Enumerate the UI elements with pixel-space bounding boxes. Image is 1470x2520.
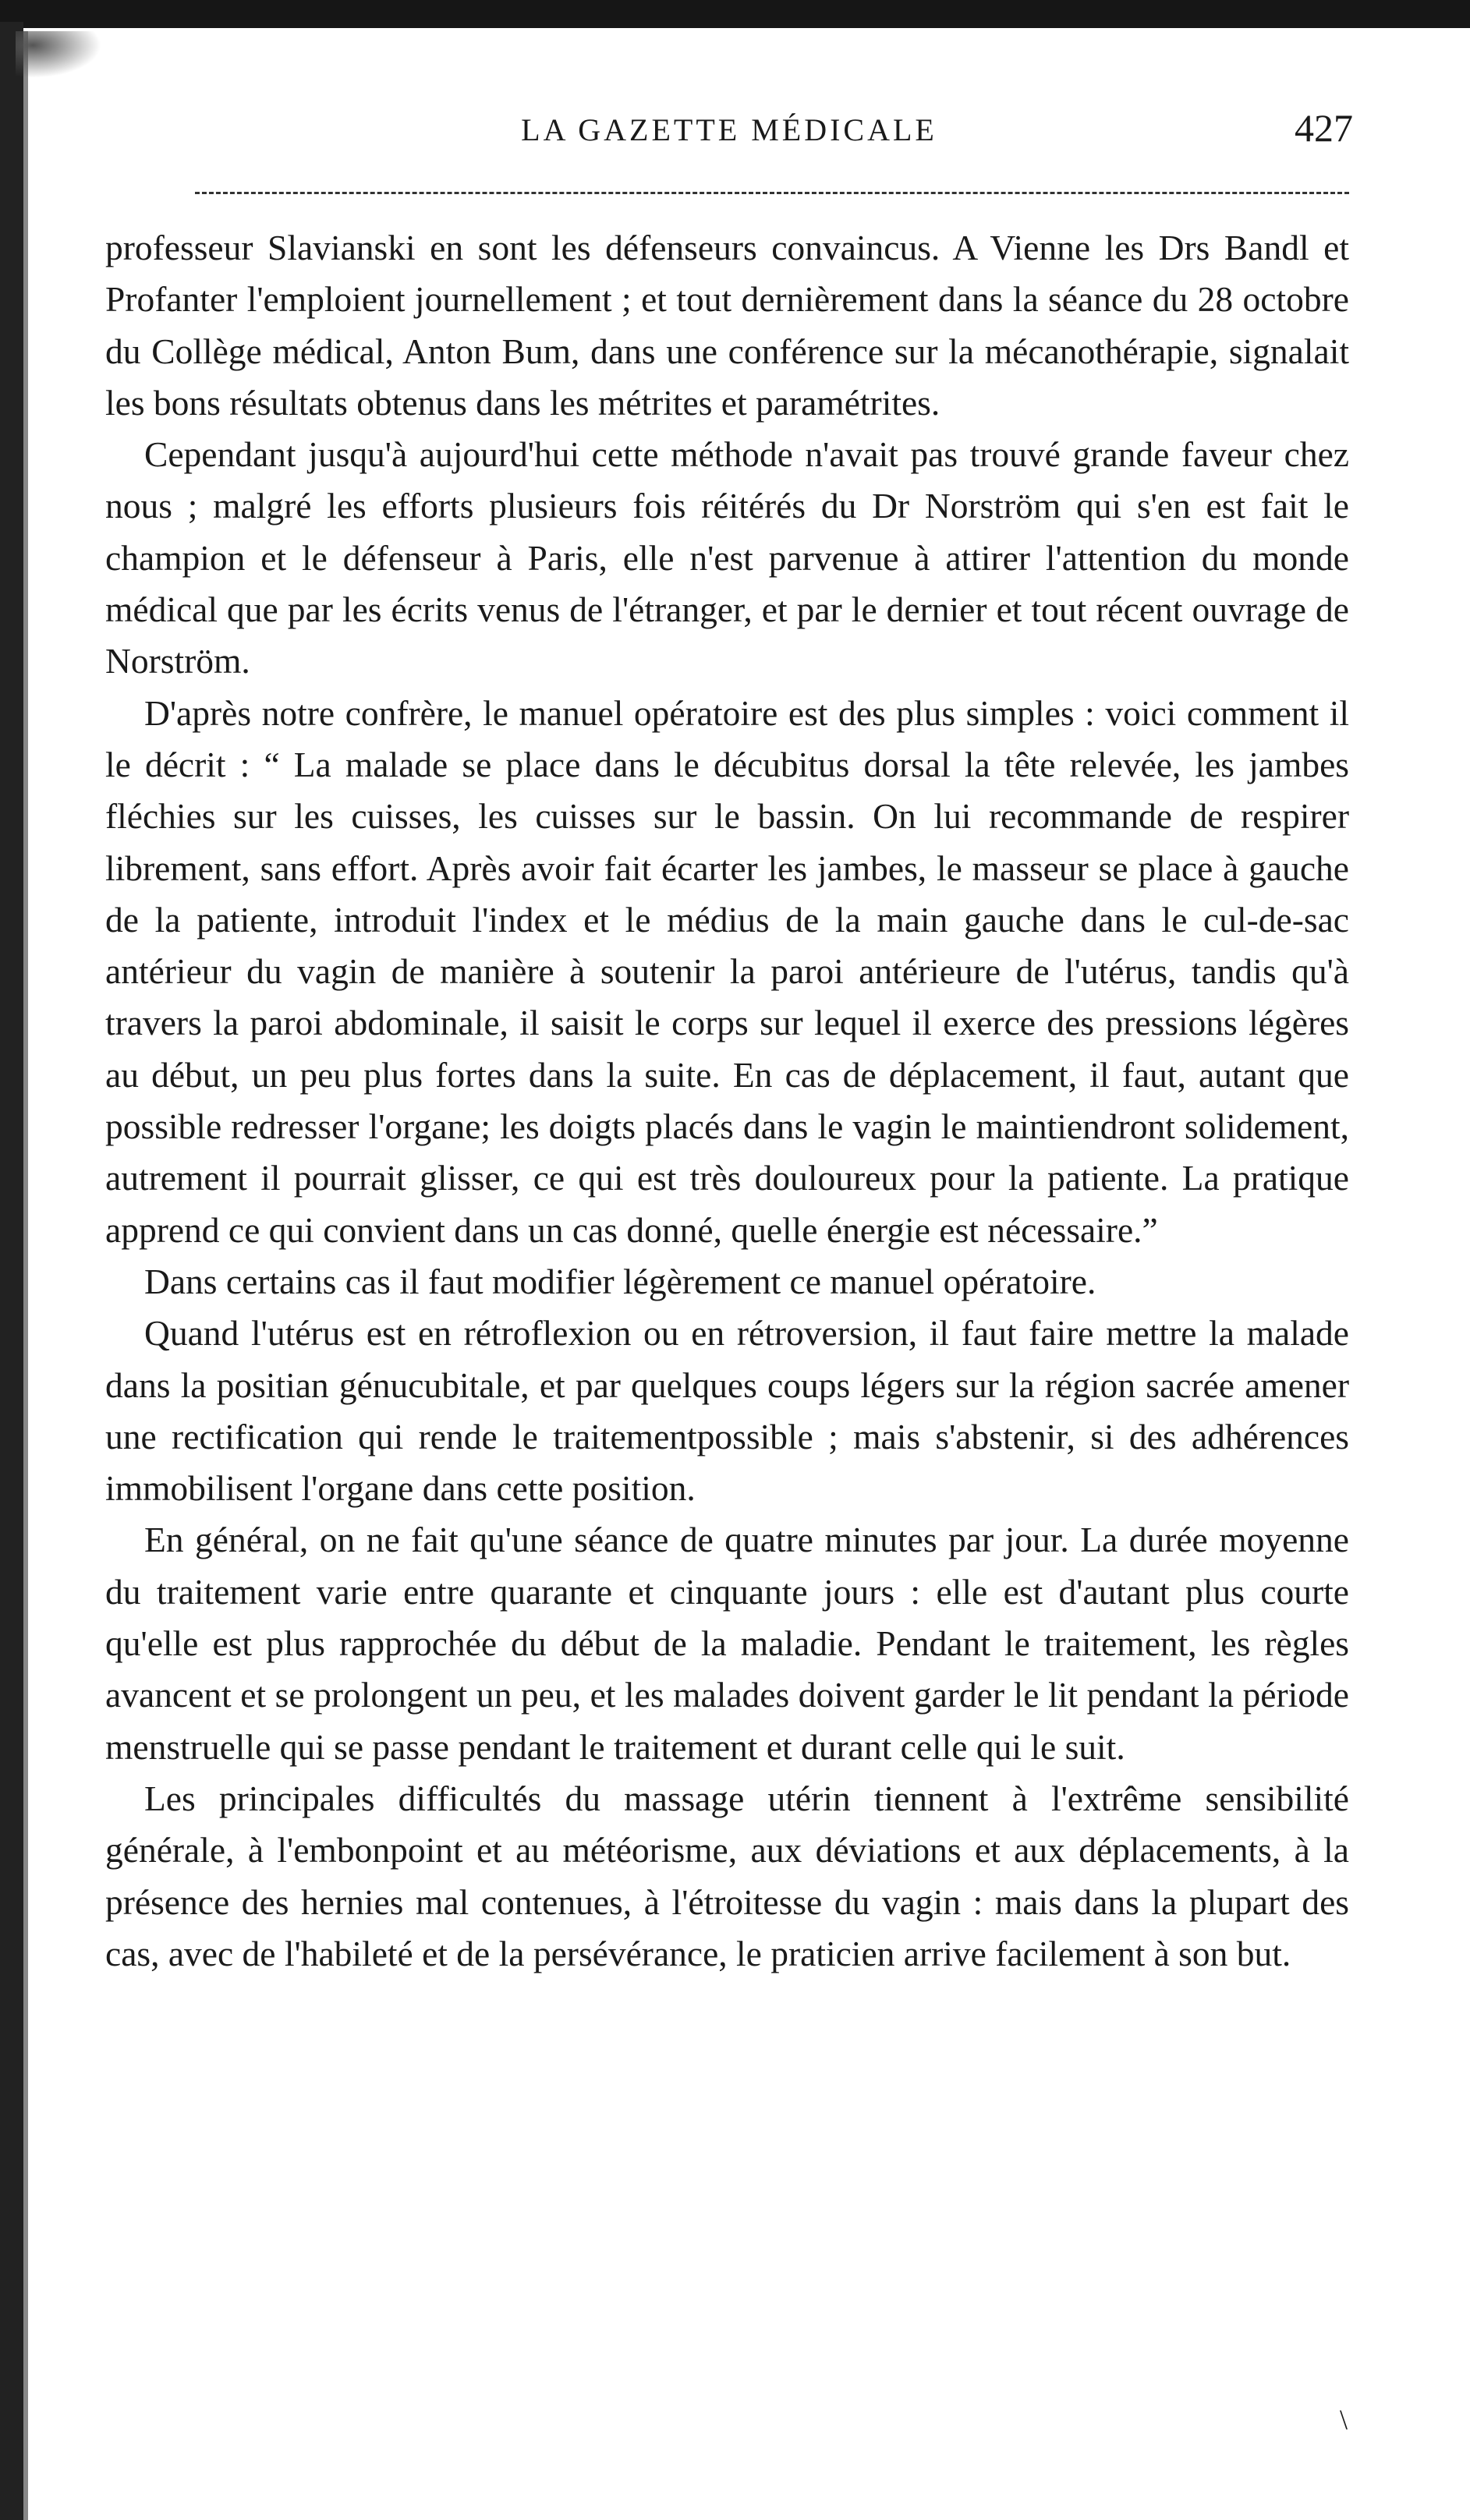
page-header xyxy=(105,105,1353,160)
paragraph-4: Dans certains cas il faut modifier légèrement ce manuel opératoire. xyxy=(144,1261,1096,1301)
paragraph-6: En général, on ne fait qu'une séance de quatre minutes par jour. La durée moyenne du traitement varie entre quarante et cinquante jours : elle est d'autant plus courte qu'elle est plus rapprochée du début de la maladie. Pendant le traitement, les règles avancent et se prolongent un peu, et les malades doivent garder le lit pendant la période menstruelle qui se passe pendant le traitement et durant celle qui le suit. xyxy=(105,1520,1349,1767)
scan-top-border xyxy=(0,0,1470,28)
stray-mark: \ xyxy=(1340,2404,1348,2435)
header-rule xyxy=(195,192,1349,194)
running-title: LA GAZETTE MÉDICALE xyxy=(521,112,937,147)
paragraph-7: Les principales difficultés du massage utérin tiennent à l'extrême sensibilité générale, à l'embonpoint et au météorisme, aux déviations et aux déplacements, à la présence des hernies mal contenues, à l'étroitesse du vagin : mais dans la plupart des cas, avec de l'habileté et de la persévérance, le praticien arrive facilement à son but. xyxy=(105,1778,1349,1973)
body-text xyxy=(105,222,1349,1980)
paragraph-2: Cependant jusqu'à aujourd'hui cette méthode n'avait pas trouvé grande faveur chez nous ; malgré les efforts plusieurs fois réitérés du Dr Norström qui s'en est fait le champion et le défenseur à Paris, elle n'est parvenue à attirer l'attention du monde médical que par les écrits venus de l'étranger, et par le dernier et tout récent ouvrage de Norström. xyxy=(105,434,1349,681)
paragraph-3: D'après notre confrère, le manuel opératoire est des plus simples : voici comment il le décrit : “ La malade se place dans le décubitus dorsal la tête relevée, les jambes fléchies sur les cuisses, les cuisses sur le bassin. On lui recommande de respirer librement, sans effort. Après avoir fait écarter les jambes, le masseur se place à gauche de la patiente, introduit l'index et le médius de la main gauche dans le cul-de-sac antérieur du vagin de manière à soutenir la paroi antérieure de l'utérus, tandis qu'à travers la paroi abdominale, il saisit le corps sur lequel il exerce des pressions légères au début, un peu plus fortes dans la suite. En cas de déplacement, il faut, autant que possible redresser l'organe; les doigts placés dans le vagin le maintiendront solidement, autrement il pourrait glisser, ce qui est très douloureux pour la patiente. La pratique apprend ce qui convient dans un cas donné, quelle énergie est nécessaire.” xyxy=(105,692,1349,1250)
paragraph-1: professeur Slavianski en sont les défenseurs convaincus. A Vienne les Drs Bandl et Profanter l'emploient journellement ; et tout dernièrement dans la séance du 28 octobre du Collège médical, Anton Bum, dans une conférence sur la mécanothérapie, signalait les bons résultats obtenus dans les métrites et paramétrites. xyxy=(105,228,1349,423)
scan-smudge xyxy=(16,31,101,78)
scan-left-border xyxy=(0,22,23,2520)
paragraph-5: Quand l'utérus est en rétroflexion ou en rétroversion, il faut faire mettre la malade dans la positian génucubitale, et par quelques coups légers sur la région sacrée amener une rectification qui rende le traitementpossible ; mais s'abstenir, si des adhérences immobilisent l'organe dans cette position. xyxy=(105,1313,1349,1509)
scan-left-shadow xyxy=(23,31,28,2520)
page-number: 427 xyxy=(1295,106,1353,150)
